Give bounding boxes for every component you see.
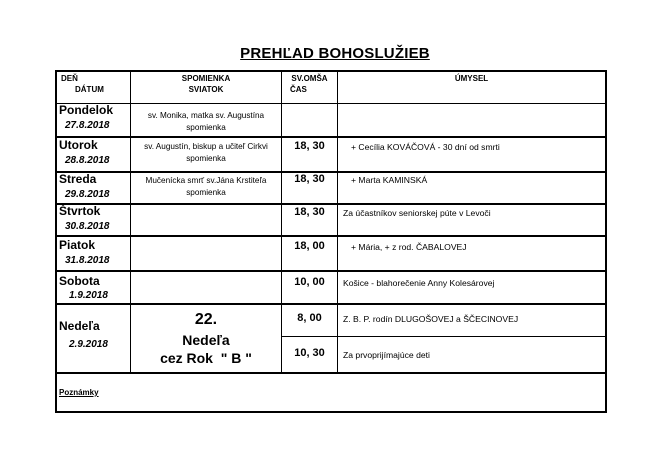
feast-name: sv. Augustín, biskup a učiteľ Cirkvi <box>144 142 268 151</box>
day-name: Streda <box>59 172 97 186</box>
mass-intent: + Cecília KOVÁČOVÁ - 30 dní od smrti <box>351 142 500 152</box>
header-mass: SV.OMŠA <box>291 74 328 83</box>
mass-time: 18, 00 <box>294 240 325 252</box>
feast-name: sv. Monika, matka sv. Augustína <box>147 111 265 120</box>
mass-time: 10, 30 <box>294 347 325 359</box>
mass-intent: Košice - blahorečenie Anny Kolesárovej <box>343 278 495 288</box>
mass-intent: + Mária, + z rod. ČABALOVEJ <box>351 242 467 252</box>
schedule-table <box>55 70 607 413</box>
page-title: PREHĽAD BOHOSLUŽIEB <box>240 45 430 62</box>
mass-time: 18, 30 <box>294 173 325 185</box>
mass-intent: Za prvoprijímajúce deti <box>343 350 430 360</box>
mass-time: 10, 00 <box>294 276 325 288</box>
day-date: 31.8.2018 <box>65 255 110 266</box>
day-date: 29.8.2018 <box>65 189 110 200</box>
header-time: ČAS <box>290 85 307 94</box>
sunday-title: Nedeľa <box>182 332 230 348</box>
mass-intent: Z. B. P. rodín DLUGOŠOVEJ a ŠČECINOVEJ <box>343 314 519 324</box>
mass-time: 8, 00 <box>297 312 322 324</box>
day-name: Sobota <box>59 274 100 288</box>
day-date: 28.8.2018 <box>65 155 110 166</box>
notes-label: Poznámky <box>59 388 99 397</box>
row-divider <box>55 270 607 272</box>
row-divider <box>55 372 607 374</box>
sunday-mass-divider <box>281 336 607 337</box>
row-divider <box>55 203 607 205</box>
row-divider <box>55 136 607 138</box>
day-name: Utorok <box>59 138 98 152</box>
day-name: Nedeľa <box>59 319 100 333</box>
table-border-right <box>605 70 607 413</box>
column-divider <box>337 70 338 372</box>
day-name: Piatok <box>59 238 96 252</box>
sunday-season: cez Rok " B " <box>160 350 252 366</box>
table-border-left <box>55 70 57 413</box>
header-feast: SPOMIENKA <box>181 74 231 83</box>
mass-intent: + Marta KAMINSKÁ <box>351 175 428 185</box>
table-border-bottom <box>55 411 607 413</box>
header-divider <box>55 103 607 104</box>
header-day: DEŇ <box>61 74 78 83</box>
column-divider <box>281 70 282 372</box>
feast-type: spomienka <box>186 123 226 132</box>
feast-type: spomienka <box>186 188 226 197</box>
header-date: DÁTUM <box>75 85 104 94</box>
row-divider <box>55 235 607 237</box>
row-divider <box>55 303 607 305</box>
mass-time: 18, 30 <box>294 206 325 218</box>
header-intent: ÚMYSEL <box>454 74 489 83</box>
mass-time: 18, 30 <box>294 140 325 152</box>
day-date: 30.8.2018 <box>65 221 110 232</box>
table-border-top <box>55 70 607 72</box>
header-feast-type: SVIATOK <box>188 85 224 94</box>
day-date: 2.9.2018 <box>69 339 108 350</box>
day-date: 1.9.2018 <box>69 290 108 301</box>
day-name: Pondelok <box>59 103 114 117</box>
day-name: Štvrtok <box>59 204 101 218</box>
sunday-number: 22. <box>194 311 218 328</box>
mass-intent: Za účastníkov seniorskej púte v Levoči <box>343 208 491 218</box>
feast-name: Mučenícka smrť sv.Jána Krstiteľa <box>145 176 267 185</box>
feast-type: spomienka <box>186 154 226 163</box>
day-date: 27.8.2018 <box>65 120 110 131</box>
